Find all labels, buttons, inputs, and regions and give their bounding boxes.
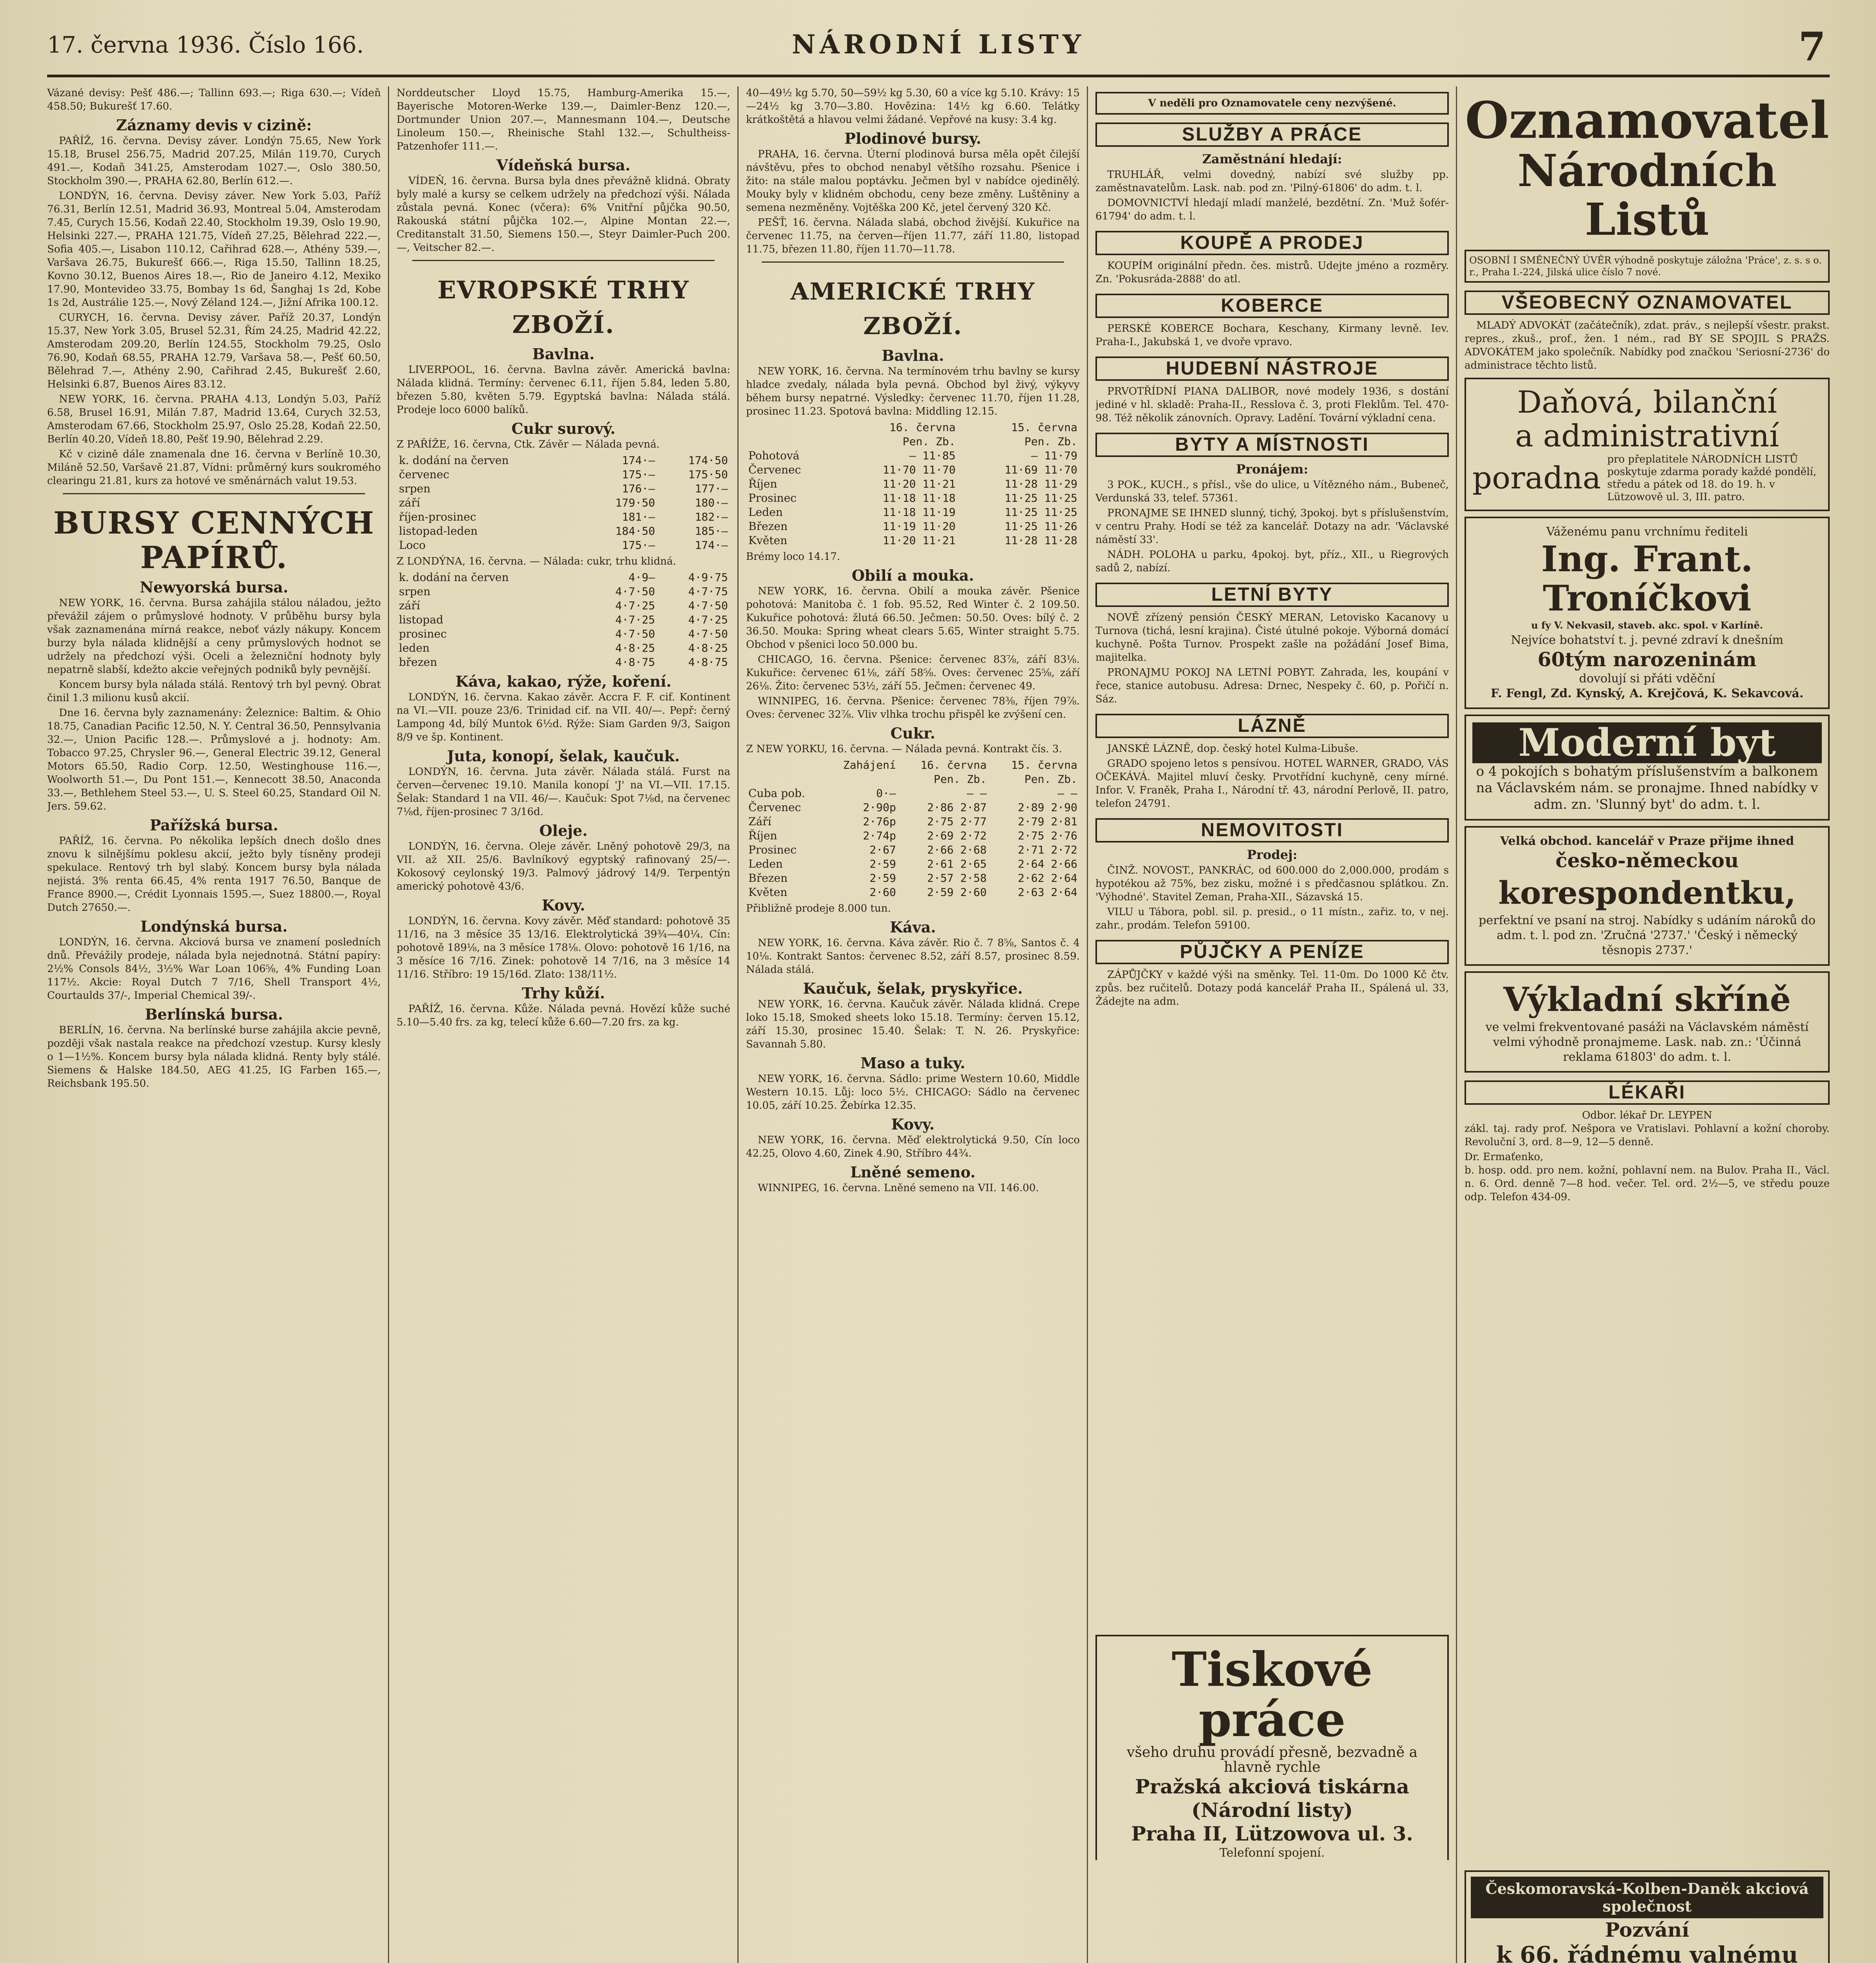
classified-header-buy-sell: KOUPĚ A PRODEJ xyxy=(1095,231,1449,255)
article-text: PAŘÍŽ, 16. června. Po několika lepších dnech došlo dnes znovu k silnějšímu poklesu akcií, ježto byly tísněny prodeji spekulace. Rentový trh byl slabý. Koncem bursy byla nálada nejistá. 3% renta 66.45, 4% renta 1917 76.50, Banque de France 8900.—, Crédit Lyonnais 1595.—, Suez 18800.—, Royal Dutch 27650.—. xyxy=(47,835,381,914)
classified-ad: KOUPÍM originální předn. čes. mistrů. Udejte jméno a rozměry. Zn. 'Pokusráda-2888' do atl. xyxy=(1095,260,1449,285)
table-cell: Květen xyxy=(748,534,788,547)
table-cell: 0·— xyxy=(876,787,896,800)
article-text: CURYCH, 16. června. Devisy záver. Paříž 20.37, Londýn 15.37, New York 3.05, Brusel 52.31, Řím 24.25, Madrid 42.22, Amsterodam 209.20, Berlín 124.55, Stockholm 79.25, Oslo 76.90, Kodaň 68.55, PRAHA 12.79, Varšava 58.—, Pešť 60.50, Bělehrad 7.—, Athény 2.90, Cařihrad 2.45, Bukurešť 2.60, Helsinki 6.87, Buenos Aires 83.12. xyxy=(47,312,381,390)
divider xyxy=(63,493,365,494)
article-text: 40—49½ kg 5.70, 50—59½ kg 5.30, 60 a více kg 5.10. Krávy: 15—24½ kg 3.70—3.80. Hovězina: 14½ kg 6.60. Telátky krátkoštětá a hlavou velmi žádané. Vepřové na kusy: 3.4 kg. xyxy=(746,87,1080,126)
ad-headline: a administrativní xyxy=(1515,419,1779,454)
article-text: WINNIPEG, 16. června. Lněné semeno na VII. 146.00. xyxy=(758,1182,1039,1194)
table-cell: 11·28 11·28 xyxy=(1004,534,1077,547)
table-row xyxy=(397,453,730,468)
ad-text: Nejvíce bohatství t. j. pevné zdraví k dnešním xyxy=(1510,633,1784,647)
classified-ad: ZÁPŮJČKY v každé výši na směnky. Tel. 11-0m. Do 1000 Kč čtv. způs. bez ručitelů. Dotazy podá kancelář Praha II., Spálená ul. 33, Žádejte na adm. xyxy=(1095,969,1449,1007)
article-text: LIVERPOOL, 16. června. Bavlna závěr. Americká bavlna: Nálada klidná. Termíny: červenec 6.11, říjen 5.84, leden 5.80, březen 5.80, květen 5.79. Egyptská bavlna: Nálada stálá. Prodeje loco 6000 balíků. xyxy=(397,364,730,416)
table-row xyxy=(746,477,1080,491)
section-heading: Newyorská bursa. xyxy=(139,578,289,596)
section-heading: Oleje. xyxy=(539,822,588,839)
table-cell: Loco xyxy=(399,539,426,552)
masthead: NÁRODNÍ LISTY xyxy=(792,29,1085,60)
table-row xyxy=(746,534,1080,548)
table-cell: 2·89 2·90 xyxy=(1018,801,1077,814)
table-cell: 4·7·75 xyxy=(688,585,728,598)
classified-ad: VILU u Tábora, pobl. sil. p. presid., o 11 místn., zařiz. to, v nej. zahr., prodám. Telefon 59100. xyxy=(1095,906,1449,931)
column-4-classifieds xyxy=(1095,86,1449,1617)
ckd-notice xyxy=(1465,1865,1830,1963)
ad-headline: 60tým narozeninám xyxy=(1538,648,1757,671)
section-heading: Berlínská bursa. xyxy=(145,1005,283,1023)
table-header: 15. června xyxy=(1011,759,1077,771)
table-cell: prosinec xyxy=(399,627,447,640)
table-cell: 2·74p xyxy=(863,829,896,842)
notice-box xyxy=(1095,92,1449,115)
table-cell: 11·19 11·20 xyxy=(883,520,956,533)
table-cell: 2·64 2·66 xyxy=(1018,857,1077,870)
table-cell: Leden xyxy=(748,506,783,519)
ad-company: Pražská akciová tiskárna (Národní listy) xyxy=(1135,1775,1410,1822)
table-cell: 2·59 xyxy=(869,872,896,885)
article-text: VÍDEŇ, 16. června. Bursa byla dnes převážně klidná. Obraty byly malé a kursy se celkem udržely na předchozí výši. Nálada zůstala pevná. Konec (včera): 6% Vnitřní půjčka 90.50, Rakouská státní půjčka 102.—, Alpine Montan 22.—, Creditanstalt 31.50, Siemens 150.—, Steyr Daimler-Puch 200.—, Veitscher 82.—. xyxy=(397,175,730,254)
table-cell: 2·67 xyxy=(869,843,896,856)
article-text: NEW YORK, 16. června. Sádlo: prime Western 10.60, Middle Western 10.15. Lůj: loco 5½. CHICAGO: Sádlo na červenec 10.05, září 10.25. Žebírka 12.35. xyxy=(746,1073,1080,1111)
section-heading: Kovy. xyxy=(541,896,585,914)
ckd-box xyxy=(1465,1870,1830,1963)
notice-text: V neděli pro Oznamovatele ceny nezvýšené. xyxy=(1148,97,1396,109)
table-header xyxy=(825,772,898,786)
table-cell: 4·9— xyxy=(628,571,655,584)
ad-headline: Ing. Frant. Troníčkovi xyxy=(1541,538,1753,619)
article-text: LONDÝN, 16. června. Devisy záver. New York 5.03, Paříž 76.31, Berlín 12.51, Madrid 36.93, Montreal 5.04, Amsterodam 7.45, Curych 15.56, Kodaň 22.40, Stockholm 19.39, Oslo 19.90, Helsinki 227.—, PRAHA 121.75, Vídeň 27.25, Bělehrad 222.—, Sofia 405.—, Lisabon 110.12, Cařihrad 628.—, Athény 539.—, Varšava 26.75, Bukurešť 666.—, Riga 15.50, Tallinn 18.25, Kovno 30.12, Buenos Aires 18.—, Rio de Janeiro 4.12, Mexiko 17.90, Montevideo 33.75, Bombay 1s 6d, Šanghaj 1s 2d, Kobe 1s 2d, Austrálie 125.—, Nový Zéland 124.—, Jižní Afrika 100.12. xyxy=(47,190,381,309)
sugar-ny-table xyxy=(746,758,1080,899)
classified-header-flats: BYTY A MÍSTNOSTI xyxy=(1095,433,1449,457)
classified-header-summer: LETNÍ BYTY xyxy=(1095,583,1449,607)
table-row xyxy=(746,843,1080,857)
issue-date: 17. června 1936. Číslo 166. xyxy=(47,31,364,58)
table-cell: 176·— xyxy=(622,482,655,495)
table-cell: 181·— xyxy=(622,510,655,523)
classified-ad: zákl. taj. rady prof. Nešpora ve Vratislavi. Pohlavní a kožní choroby. Revoluční 3, ord. 8—9, 12—5 denně. xyxy=(1465,1123,1830,1148)
table-row xyxy=(397,570,730,585)
table-cell: leden xyxy=(399,642,430,654)
table-row xyxy=(397,641,730,655)
section-heading: Káva, kakao, rýže, koření. xyxy=(455,673,671,690)
ad-text: OSOBNÍ I SMĚNEČNÝ ÚVĚR výhodně poskytuje záložna 'Práce', z. s. s o. r., Praha I.-224, Jilská ulice číslo 7 nové. xyxy=(1469,255,1822,278)
section-heading: Prodej: xyxy=(1247,847,1298,862)
section-title: EVROPSKÉ TRHY ZBOŽÍ. xyxy=(437,276,689,339)
article-text: LONDÝN, 16. června. Akciová bursa ve znamení posledních dnů. Převážily prodeje, nálada byla nejednotná. Státní papíry: 2½% Consols 84½, 3½% War Loan 106⅝, 4% Funding Loan 117½. Akcie: Royal Dutch 7 7/16, Shell Transport 4½, Courtaulds 37/-, Imperial Chemical 39/-. xyxy=(47,936,381,1002)
table-cell: 2·63 2·64 xyxy=(1018,886,1077,899)
section-heading: Obilí a mouka. xyxy=(852,567,974,584)
column-1 xyxy=(47,86,381,1963)
table-cell: 2·59 xyxy=(869,857,896,870)
section-heading: Trhy kůží. xyxy=(522,984,605,1002)
table-row xyxy=(397,510,730,524)
table-header: Pen. Zb. xyxy=(902,435,956,448)
classified-ad: DOMOVNICTVÍ hledají mladí manželé, bezdětní. Zn. 'Muž šofér-61794' do adm. t. l. xyxy=(1095,197,1449,222)
table-cell: Prosinec xyxy=(748,843,797,856)
table-cell: Říjen xyxy=(748,829,777,842)
article-text: PEŠŤ, 16. června. Nálada slabá, obchod živější. Kukuřice na červenec 11.75, na červen—říjen 11.77, září 11.80, listopad 11.75, březen 11.80, říjen 11.70—11.78. xyxy=(746,217,1080,255)
section-heading: Bavlna. xyxy=(532,345,595,363)
correspondent-ad xyxy=(1465,826,1830,966)
table-cell: 175·50 xyxy=(688,468,728,481)
classified-header-doctors: LÉKAŘI xyxy=(1465,1080,1830,1105)
ad-phone: Telefonní spojení. xyxy=(1220,1846,1325,1860)
table-cell: 179·50 xyxy=(615,496,655,509)
classified-header-general: VŠEOBECNÝ OZNAMOVATEL xyxy=(1465,291,1830,315)
table-cell: 2·66 2·68 xyxy=(927,843,987,856)
table-cell: 2·75 2·77 xyxy=(927,815,987,828)
classified-ad: NÁDH. POLOHA u parku, 4pokoj. byt, příz., XII., u Riegrových sadů 2, nabízí. xyxy=(1095,549,1449,574)
ad-headline: česko-německou xyxy=(1555,849,1739,872)
section-heading: Bavlna. xyxy=(881,347,944,364)
section-heading: Káva. xyxy=(890,918,936,936)
table-cell: 4·7·50 xyxy=(688,599,728,612)
page-header xyxy=(47,16,1830,77)
column-divider xyxy=(388,86,389,1963)
tax-advisory-ad xyxy=(1465,378,1830,511)
table-row xyxy=(397,468,730,482)
table-cell: k. dodání na červen xyxy=(399,571,509,584)
section-title: AMERICKÉ TRHY ZBOŽÍ. xyxy=(790,278,1035,340)
credit-ad xyxy=(1465,250,1830,283)
table-row xyxy=(397,655,730,669)
column-divider xyxy=(737,86,739,1963)
classified-ad: ČINŽ. NOVOST., PANKRÁC, od 600.000 do 2,000.000, prodám s hypotékou až 75%, bez zisku, možné i s předčasnou splátkou. Zn. 'Výhodné'. Stavitel Zeman, Praha-XII., Sázavská 15. xyxy=(1095,865,1449,903)
section-heading: Záznamy devis v cizině: xyxy=(116,116,312,134)
classified-header-realestate: NEMOVITOSTI xyxy=(1095,818,1449,843)
table-cell: 182·— xyxy=(695,510,728,523)
table-cell: Březen xyxy=(748,872,788,885)
table-cell: 4·9·75 xyxy=(688,571,728,584)
ad-headline: Oznamovatel xyxy=(1465,91,1829,150)
column-5-ads xyxy=(1465,86,1830,1860)
table-cell: 174·— xyxy=(622,454,655,467)
table-cell: 2·76p xyxy=(863,815,896,828)
table-cell: 11·20 11·21 xyxy=(883,534,956,547)
ad-text: všeho druhu provádí přesně, bezvadně a hlavně rychle xyxy=(1126,1744,1418,1775)
table-cell: 11·70 11·70 xyxy=(883,463,956,476)
classified-ad: PRONAJMU POKOJ NA LETNÍ POBYT. Zahrada, les, koupání v řece, stanice autobusu. Adresa: Drnec, Nespeky č. 60, p. Pořičí n. Sáz. xyxy=(1095,667,1449,705)
ad-address: Praha II, Lützowova ul. 3. xyxy=(1131,1822,1413,1845)
classified-ad: JANSKÉ LÁZNĚ, dop. český hotel Kulma-Libuše. xyxy=(1107,743,1359,755)
ad-headline: práce xyxy=(1198,1692,1346,1747)
table-cell: listopad xyxy=(399,613,443,626)
table-row xyxy=(746,786,1080,801)
page-number: 7 xyxy=(1798,24,1826,70)
classified-ad: MLADÝ ADVOKÁT (začátečník), zdat. práv., s nejlepší všestr. prakst. repres., zkuš., prof., žen. 1 ném., rad BY SE SPOJIL S PRAŽS. ADVOKÁTEM jako společník. Nabídky pod značkou 'Seriosní-2736' do administrace těchto listů. xyxy=(1465,320,1830,371)
table-header xyxy=(746,772,825,786)
column-divider xyxy=(1456,86,1457,1963)
table-cell: 4·7·25 xyxy=(615,599,655,612)
table-cell: srpen xyxy=(399,585,431,598)
table-cell: — — xyxy=(1057,787,1077,800)
table-row xyxy=(746,449,1080,463)
article-text: CHICAGO, 16. června. Pšenice: červenec 83⅞, září 83⅛. Kukuřice: červenec 61⅛, září 58⅝. Oves: červenec 25⅝, září 26⅛. Žito: červenec 53½, září 55. Ječmen: červenec 49. xyxy=(746,654,1080,692)
article-text: NEW YORK, 16. června. Bursa zahájila stálou náladou, ježto převážil zájem o průmyslové hodnoty. V průběhu bursy byla však zaznamenána mírná reakce, neboť vázly nákupy. Koncem burzy byla nálada klidnější a ceny průmyslových hodnot se udržely na předchozí výši. Oceli a železniční hodnoty byly nepatrně slabší, kdežto akcie veřejných podniků byly pevnější. xyxy=(47,597,381,676)
classified-ad: NOVĚ zřízený pensión ČESKÝ MERAN, Letovisko Kacanovy u Turnova (tichá, lesní krajina). Čisté útulné pokoje. Výborná domácí kuchyně. Pošta Turnov. Prospekt zašle na požádání Josef Bima, majitelka. xyxy=(1095,612,1449,663)
table-cell: 174·50 xyxy=(688,454,728,467)
shop-window-ad xyxy=(1465,971,1830,1073)
article-text: Z PAŘÍŽE, 16. června, Ctk. Závěr — Nálada pevná. xyxy=(397,439,660,450)
ad-text: Váženému panu vrchnímu řediteli xyxy=(1546,525,1748,539)
classified-ad: TRUHLÁŘ, velmi dovedný, nabízí své služby pp. zaměstnavatelům. Lask. nab. pod zn. 'Pilný-61806' do adm. t. l. xyxy=(1095,169,1449,194)
classified-header-loans: PŮJČKY A PENÍZE xyxy=(1095,940,1449,964)
section-heading: Kaučuk, šelak, pryskyřice. xyxy=(803,980,1023,997)
table-header: Zahájení xyxy=(843,759,896,771)
table-row xyxy=(746,815,1080,829)
article-text: PAŘÍŽ, 16. června. Kůže. Nálada pevná. Hovězí kůže suché 5.10—5.40 frs. za kg, telecí kůže 6.60—7.20 frs. za kg. xyxy=(397,1003,730,1028)
table-cell: 4·8·75 xyxy=(615,656,655,669)
table-row xyxy=(397,482,730,496)
article-text: Z LONDÝNA, 16. června. — Nálada: cukr, trhu klidná. xyxy=(397,556,677,567)
section-heading: Juta, konopí, šelak, kaučuk. xyxy=(447,747,680,765)
table-row xyxy=(397,524,730,538)
table-cell: 2·79 2·81 xyxy=(1018,815,1077,828)
classified-ad: b. hosp. odd. pro nem. kožní, pohlavní nem. na Bulov. Praha II., Václ. n. 6. Ord. denně 7—8 hod. večer. Tel. ord. 2½—5, ve středu pouze odp. Telefon 434-09. xyxy=(1465,1164,1830,1203)
table-row xyxy=(746,491,1080,505)
table-cell: březen xyxy=(399,656,437,669)
section-heading: Plodinové bursy. xyxy=(844,130,982,147)
modern-flat-ad xyxy=(1465,715,1830,821)
table-cell: 4·7·50 xyxy=(615,585,655,598)
section-heading: Maso a tuky. xyxy=(860,1054,965,1072)
article-text: LONDÝN, 16. června. Juta závěr. Nálada stálá. Furst na červen—červenec 19.10. Manila konopí 'J' na VI.—VII. 17.15. Šelak: Standard 1 na VII. 46/—. Kaučuk: Spot 7⅛d, na červenec 7⅛d, říjen-prosinec 7 3/16d. xyxy=(397,766,730,818)
classified-ad: GRADO spojeno letos s pensívou. HOTEL WARNER, GRADO, VÁS OČEKÁVÁ. Majitel mluví česky. Prvotřídní kuchyně, ceny mírné. Infor. V. Franěk, Praha I., Národní tř. 43, národní Perlově, II. patro, telefon 24791. xyxy=(1095,758,1449,810)
ad-text: perfektní ve psaní na stroj. Nabídky s udáním nároků do adm. t. l. pod zn. 'Zručná '2737.' 'Český i německý těsnopis 2737.' xyxy=(1479,914,1816,957)
table-cell: 2·61 2·65 xyxy=(927,857,987,870)
cotton-ny-table xyxy=(746,420,1080,548)
table-cell: 11·18 11·18 xyxy=(883,492,956,504)
ad-headline: k 66. řádnému valnému xyxy=(1496,1941,1798,1963)
classified-ad: PERSKÉ KOBERCE Bochara, Keschany, Kirmany levně. Iev. Praha-I., Jakubská 1, ve dvoře vpravo. xyxy=(1095,323,1449,348)
table-cell: Leden xyxy=(748,857,783,870)
table-row xyxy=(746,857,1080,871)
printing-ad-box xyxy=(1095,1635,1449,1860)
table-cell: 2·86 2·87 xyxy=(927,801,987,814)
table-cell: Září xyxy=(748,815,772,828)
table-cell: Říjen xyxy=(748,477,777,490)
table-cell: 2·90p xyxy=(863,801,896,814)
article-text: Přibližně prodeje 8.000 tun. xyxy=(746,903,891,914)
table-row xyxy=(397,599,730,613)
classified-header-spa: LÁZNĚ xyxy=(1095,714,1449,738)
section-heading: Cukr. xyxy=(890,724,935,742)
ad-headline: poradna xyxy=(1472,461,1601,496)
ad-headline: Daňová, bilanční xyxy=(1517,385,1777,420)
section-heading: Pronájem: xyxy=(1236,462,1308,477)
ad-text: o 4 pokojích s bohatým příslušenstvím a balkonem na Václavském nám. se pronajme. Ihned nabídky v adm. zn. 'Slunný byt' do adm. t. l. xyxy=(1476,764,1818,812)
birthday-ad xyxy=(1465,517,1830,709)
table-cell: říjen-prosinec xyxy=(399,510,476,523)
table-header: Pen. Zb. xyxy=(1024,773,1077,786)
table-row xyxy=(746,885,1080,899)
table-cell: 180·— xyxy=(695,496,728,509)
table-cell: 11·18 11·19 xyxy=(883,506,956,519)
article-text: Norddeutscher Lloyd 15.75, Hamburg-Amerika 15.—, Bayerische Motoren-Werke 139.—, Daimler-Benz 120.—, Dortmunder Union 207.—, Mannesmann 104.—, Deutsche Linoleum 150.—, Rheinische Stahl 132.—, Schultheiss-Patzenhofer 111.—. xyxy=(397,87,730,152)
table-cell: září xyxy=(399,599,420,612)
table-row xyxy=(746,505,1080,519)
table-cell: 4·8·75 xyxy=(688,656,728,669)
table-header: Pen. Zb. xyxy=(934,773,987,786)
table-cell: 11·20 11·21 xyxy=(883,477,956,490)
table-cell: 4·8·25 xyxy=(615,642,655,654)
classified-ad: PRONAJME SE IHNED slunný, tichý, 3pokoj. byt s příslušenstvím, v centru Prahy. Hodí se též za kancelář. Dotazy na adr. 'Václavské náměstí 33'. xyxy=(1095,507,1449,546)
table-cell: 11·28 11·29 xyxy=(1004,477,1077,490)
table-cell: 11·25 11·25 xyxy=(1004,506,1077,519)
classified-ad: 3 POK., KUCH., s přísl., vše do ulice, u Vítězného nám., Bubeneč, Verdunská 33, telef. 57361. xyxy=(1095,479,1449,504)
table-cell: — — xyxy=(967,787,987,800)
ad-headline: Výkladní skříně xyxy=(1503,980,1791,1019)
ad-headline: korespondentku, xyxy=(1498,874,1796,911)
article-text: Brémy loco 14.17. xyxy=(746,551,840,563)
table-cell: 4·7·50 xyxy=(688,627,728,640)
article-text: Vázané devisy: Pešť 486.—; Tallinn 693.—; Riga 630.—; Vídeň 458.50; Bukurešť 17.60. xyxy=(47,87,381,112)
table-cell: Květen xyxy=(748,886,788,899)
table-cell: 185·— xyxy=(695,525,728,537)
table-cell: 2·60 xyxy=(869,886,896,899)
section-title: BURSY CENNÝCH PAPÍRŮ. xyxy=(53,505,375,576)
table-cell: 184·50 xyxy=(615,525,655,537)
table-cell: 2·75 2·76 xyxy=(1018,829,1077,842)
ad-headline: Pozvání xyxy=(1605,1918,1689,1941)
table-cell: 177·— xyxy=(695,482,728,495)
table-cell: 2·69 2·72 xyxy=(927,829,987,842)
table-cell: — 11·79 xyxy=(1031,449,1077,462)
ad-headline: Odbor. lékař Dr. LEYPEN xyxy=(1582,1109,1712,1121)
ad-text: F. Fengl, Zd. Kynský, A. Krejčová, K. Sekavcová. xyxy=(1490,687,1804,700)
table-cell: Pohotová xyxy=(748,449,800,462)
table-header: 16. června xyxy=(889,421,956,434)
table-cell: 2·71 2·72 xyxy=(1018,843,1077,856)
article-text: NEW YORK, 16. června. Měď elektrolytická 9.50, Cín loco 42.25, Olovo 4.60, Zinek 4.90, Stříbro 44¾. xyxy=(746,1134,1080,1159)
article-text: LONDÝN, 16. června. Kovy závěr. Měď standard: pohotově 35 11/16, na 3 měsíce 35 13/16. Elektrolytická 39¾—40¼. Cín: pohotově 189⅛, na 3 měsíce 178⅛. Olovo: pohotově 16 1/16, na 3 měsíce 16 7/16. Zinek: pohotově 14 7/16, na 3 měsíce 14 11/16. Stříbro: 19 15/16d. Zlato: 138/11½. xyxy=(397,915,730,980)
ad-text: u fy V. Nekvasil, staveb. akc. spol. v Karlíně. xyxy=(1531,620,1763,631)
table-row xyxy=(397,627,730,641)
table-header: Pen. Zb. xyxy=(1024,435,1077,448)
sugar-paris-table xyxy=(397,453,730,552)
table-cell: 2·59 2·60 xyxy=(927,886,987,899)
article-text: Koncem bursy byla nálada stálá. Rentový trh byl pevný. Obrat činil 1.3 milionu kusů akcií. xyxy=(47,679,381,704)
column-2 xyxy=(397,86,730,1963)
table-cell: 11·25 11·26 xyxy=(1004,520,1077,533)
table-row xyxy=(397,585,730,599)
table-header xyxy=(746,420,836,435)
printing-ad xyxy=(1095,1629,1449,1860)
table-cell: Cuba pob. xyxy=(748,787,805,800)
table-cell: září xyxy=(399,496,420,509)
table-cell: — 11·85 xyxy=(909,449,956,462)
article-text: Dne 16. června byly zaznamenány: Železnice: Baltim. & Ohio 18.75, Canadian Pacific 12.50, N. Y. Central 36.50, Pennsylvania 32.—, Union Pacific 128.—. Průmyslové a j. hodnoty: Am. Tobacco 97.25, Chrysler 96.—, General Electric 39.12, General Motors 65.50, Radio Corp. 12.50, Westinghouse 116.—, Woolworth 51.—, Du Pont 151.—, Kennecott 38.50, Anaconda 33.—, Bethlehem Steel 53.—, U. S. Steel 60.25, Standard Oil N. Jers. 59.62. xyxy=(47,707,381,812)
table-cell: 2·62 2·64 xyxy=(1018,872,1077,885)
article-text: PAŘÍŽ, 16. června. Devisy záver. Londýn 75.65, New York 15.18, Brusel 256.75, Madrid 207.25, Milán 119.70, Curych 491.—, Kodaň 341.25, Amsterodam 1027.—, Oslo 380.50, Stockholm 390.—, PRAHA 62.80, Berlín 612.—. xyxy=(47,135,381,187)
table-row xyxy=(746,519,1080,534)
table-cell: 175·— xyxy=(622,539,655,552)
article-text: WINNIPEG, 16. června. Pšenice: červenec 78⅜, říjen 79⅞. Oves: červenec 32⅞. Vliv vlhka trochu přispěl ke zvýšení cen. xyxy=(746,695,1080,720)
table-cell: k. dodání na červen xyxy=(399,454,509,467)
table-cell: Červenec xyxy=(748,463,801,476)
ad-text: dovolují si přáti vděční xyxy=(1579,672,1715,685)
ad-text: ve velmi frekventované pasáži na Václavském náměstí velmi výhodně pronajmeme. Lask. nab. zn.: 'Účinná reklama 61803' do adm. t. l. xyxy=(1485,1020,1809,1064)
table-cell: 174·— xyxy=(695,539,728,552)
classified-header-carpets: KOBERCE xyxy=(1095,294,1449,318)
table-cell: 175·— xyxy=(622,468,655,481)
ad-headline: Českomoravská-Kolben-Daněk akciová společnost xyxy=(1471,1877,1823,1918)
article-text: Z NEW YORKU, 16. června. — Nálada pevná. Kontrakt čís. 3. xyxy=(746,743,1062,755)
divider xyxy=(412,260,715,261)
table-header xyxy=(746,758,825,772)
divider xyxy=(762,261,1064,263)
article-text: NEW YORK, 16. června. Obilí a mouka závěr. Pšenice pohotová: Manitoba č. 1 fob. 95.52, Red Winter č. 2 109.50. Kukuřice pohotová: žlutá 66.50. Ječmen: 50.50. Oves: bílý č. 2 36.50. Mouka: Spring wheat clears 5.65, Winter straight 5.75. Obchod v pšenici loco 50.000 bu. xyxy=(746,585,1080,651)
table-header xyxy=(746,435,836,449)
table-cell: 11·69 11·70 xyxy=(1004,463,1077,476)
ad-headline: Národních Listů xyxy=(1517,145,1777,245)
section-heading: Pařížská bursa. xyxy=(150,816,278,834)
article-text: NEW YORK, 16. června. Káva závěr. Rio č. 7 8⅝, Santos č. 4 10⅛. Kontrakt Santos: červenec 8.52, září 8.57, prosinec 8.59. Nálada stálá. xyxy=(746,937,1080,976)
article-text: NEW YORK, 16. června. PRAHA 4.13, Londýn 5.03, Paříž 6.58, Brusel 16.91, Milán 7.87, Madrid 13.64, Curych 32.53, Amsterodam 67.66, Stockholm 25.97, Oslo 25.28, Kodaň 22.50, Berlín 40.20, Vídeň 18.80, Pešť 19.90, Bělehrad 2.29. xyxy=(47,393,381,445)
article-text: Kč v cizině dále znamenala dne 16. června v Berlíně 10.30, Miláně 52.50, Varšavě 21.87, Vídni: průměrný kurs soukromého clearingu 21.81, kurs za hotové ve směnárnách valut 19.53. xyxy=(47,448,381,487)
ad-text: Velká obchod. kancelář v Praze přijme ihned xyxy=(1500,834,1794,848)
section-heading: Kovy. xyxy=(891,1115,935,1133)
table-header: 15. června xyxy=(1011,421,1077,434)
article-text: BERLÍN, 16. června. Na berlínské burse zahájila akcie pevně, později však nastala reakce na předchozí vzestup. Kursy klesly o 1—1½%. Koncem bursy byla nálada klidná. Renty byly stálé. Siemens & Halske 184.50, AEG 41.25, IG Farben 165.—, Reichsbank 195.50. xyxy=(47,1024,381,1089)
table-cell: Červenec xyxy=(748,801,801,814)
table-cell: 4·7·50 xyxy=(615,627,655,640)
ad-text: pro přeplatitele NÁRODNÍCH LISTŮ poskytuje zdarma porady každé pondělí, středu a pátek od 18. do 19. h. v Lützowově ul. 3, III. patro. xyxy=(1607,453,1817,503)
table-row xyxy=(746,871,1080,885)
table-row xyxy=(746,463,1080,477)
article-text: LONDÝN, 16. června. Oleje závěr. Lněný pohotově 29/3, na VII. až XII. 25/6. Bavlníkový egyptský rafinovaný 25/—. Kokosový ceylonský 19/3. Palmový jádrový 14/9. Terpentýn americký pohotově 43/6. xyxy=(397,841,730,892)
table-cell: 4·7·25 xyxy=(688,613,728,626)
table-cell: 11·25 11·25 xyxy=(1004,492,1077,504)
section-heading: Cukr surový. xyxy=(511,420,616,437)
section-heading: Lněné semeno. xyxy=(850,1163,976,1181)
table-cell: 4·8·25 xyxy=(688,642,728,654)
ad-headline: Tiskové xyxy=(1172,1642,1373,1697)
article-text: NEW YORK, 16. června. Kaučuk závěr. Nálada klidná. Crepe loko 15.18, Smoked sheets loko 15.18. Termíny: červen 15.12, září 15.30, prosinec 15.40. Šelak: T. N. 26. Pryskyřice: Savannah 5.80. xyxy=(746,998,1080,1050)
column-3 xyxy=(746,86,1080,1963)
table-cell: 2·57 2·58 xyxy=(927,872,987,885)
table-row xyxy=(397,496,730,510)
classified-header-music: HUDEBNÍ NÁSTROJE xyxy=(1095,356,1449,381)
table-cell: listopad-leden xyxy=(399,525,478,537)
table-cell: 4·7·25 xyxy=(615,613,655,626)
article-text: PRAHA, 16. června. Úterní plodinová bursa měla opět čilejší návštěvu, přes to obchod nenabyl většího rozsahu. Pšenice i žito: na stále malou poptávku. Ječmen byl v nabídce ojedinělý. Mouky byly v klidném obchodu, ceny beze změny. Luštěniny a semena nezměněny. Vojtěška 200 Kč, jetel červený 320 Kč. xyxy=(746,148,1080,214)
table-row xyxy=(397,613,730,627)
table-cell: srpen xyxy=(399,482,431,495)
article-text: LONDÝN, 16. června. Kakao závěr. Accra F. F. cif. Kontinent na VI.—VII. pouze 23/6. Trinidad cif. na VII. 40/—. Pepř: černý Lampong 4d, bílý Muntok 6½d. Rýže: Siam Garden 9/3, Saigon 8/9 ve šp. Kontinent. xyxy=(397,691,730,743)
table-header: 16. června xyxy=(920,759,987,771)
section-heading: Londýnská bursa. xyxy=(140,918,288,935)
oznamovatel-title xyxy=(1465,91,1830,245)
table-row xyxy=(746,801,1080,815)
section-heading: Zaměstnání hledají: xyxy=(1202,152,1342,166)
table-cell: Březen xyxy=(748,520,788,533)
table-row xyxy=(746,829,1080,843)
table-row xyxy=(397,538,730,552)
column-divider xyxy=(1087,86,1088,1963)
table-cell: Prosinec xyxy=(748,492,797,504)
ad-headline: Moderní byt xyxy=(1472,722,1822,763)
classified-ad: PRVOTŘÍDNÍ PIANA DALIBOR, nové modely 1936, s dostání jediné v hl. skladě: Praha-II., Resslova č. 3, proti Fleklům. Tel. 470-98. Též několik zánovních. Opravy. Ladění. Tovární výkladní cena. xyxy=(1095,386,1449,424)
classified-header-services: SLUŽBY A PRÁCE xyxy=(1095,122,1449,147)
sugar-london-table xyxy=(397,570,730,669)
article-text: NEW YORK, 16. června. Na termínovém trhu bavlny se kursy hladce zvedaly, nálada byla pevná. Obchod byl živý, výkyvy během bursy nepatrné. Výsledky: červenec 11.70, říjen 11.28, prosinec 11.23. Spotová bavlna: Middling 12.15. xyxy=(746,366,1080,417)
section-heading: Vídeňská bursa. xyxy=(496,156,631,174)
ad-headline: Dr. Ermaťenko, xyxy=(1465,1151,1543,1163)
table-cell: červenec xyxy=(399,468,450,481)
